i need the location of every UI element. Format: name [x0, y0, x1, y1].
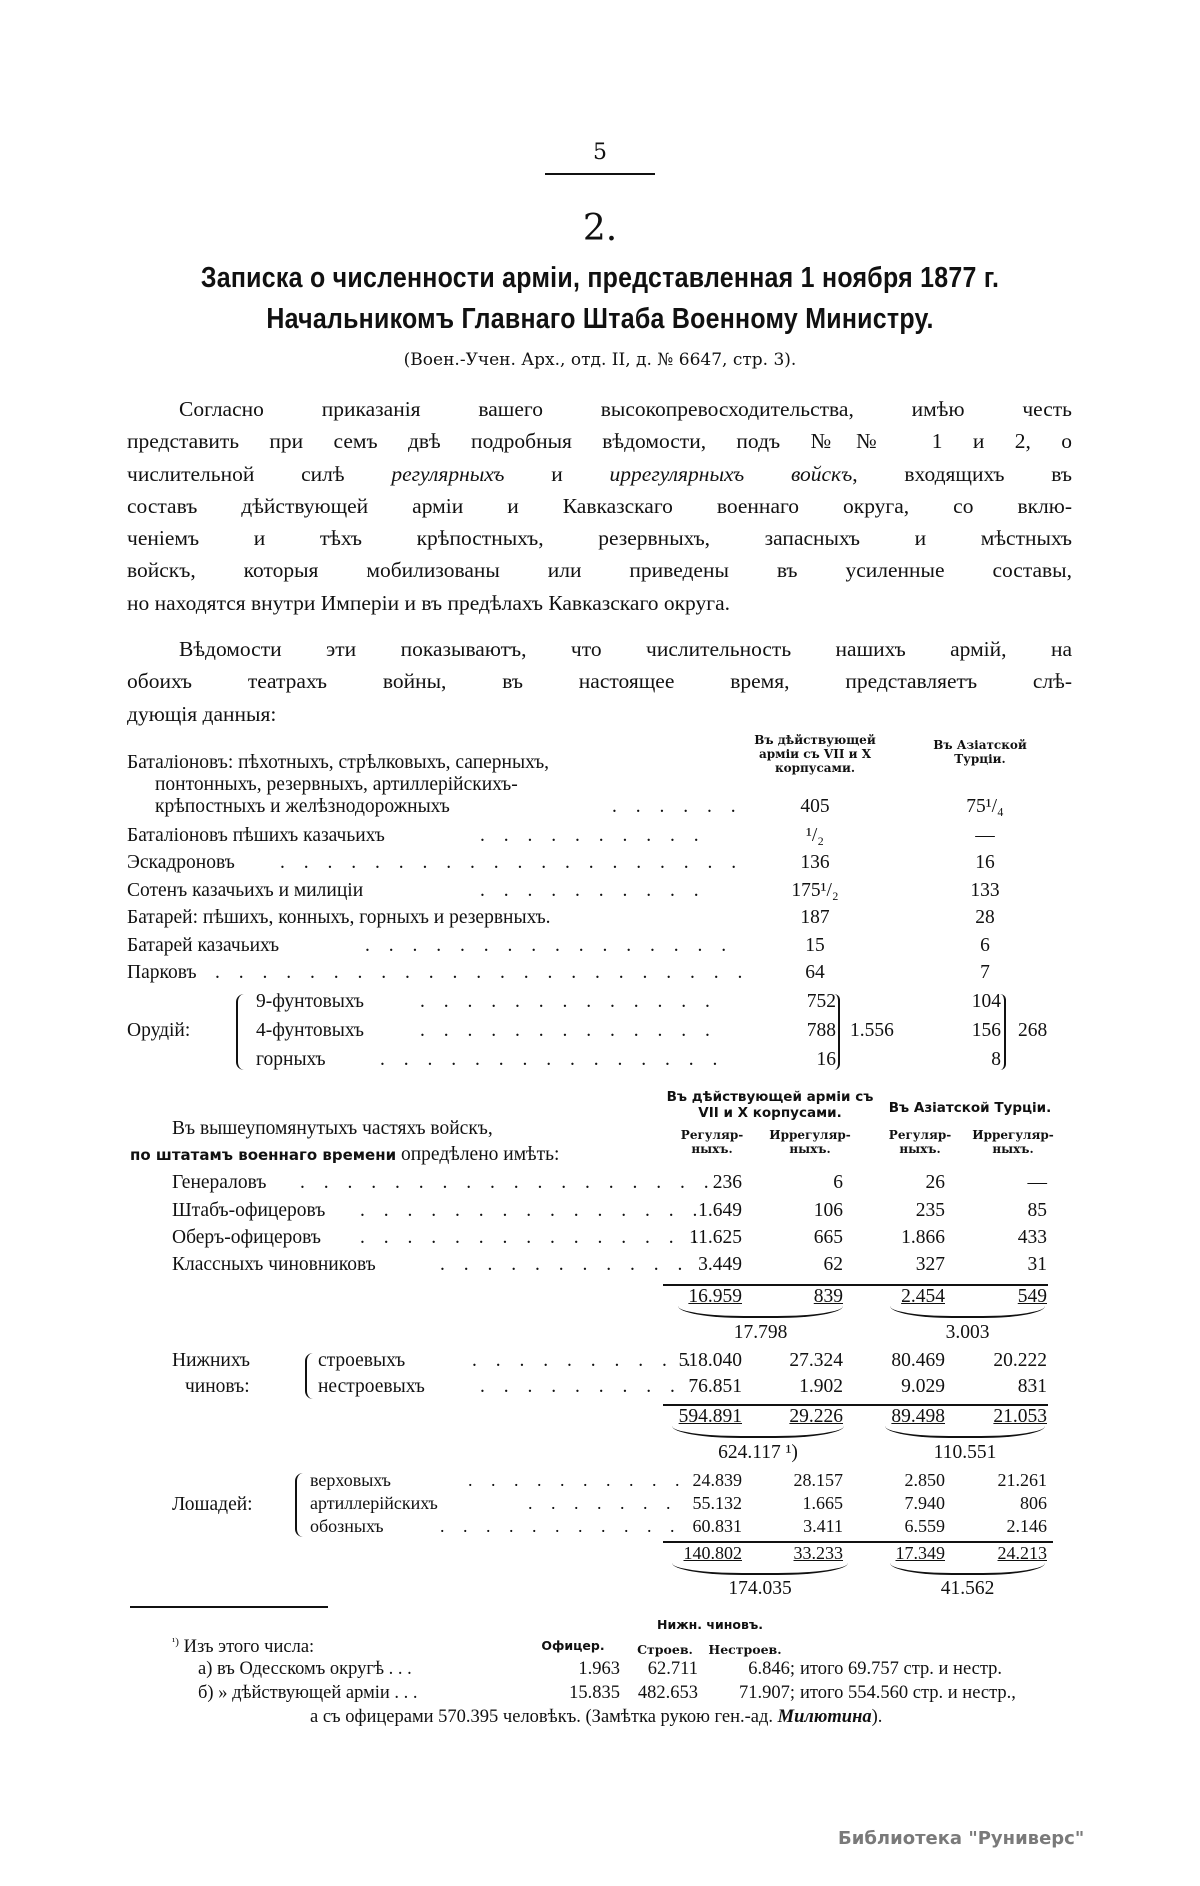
horses-total-army: 174.035	[728, 1578, 792, 1599]
left-brace	[305, 1353, 313, 1399]
underbrace	[890, 1563, 1045, 1575]
leader-dots: . . . . . . . . . . . . . . .	[360, 1200, 705, 1221]
table1-cell: 405	[800, 796, 830, 817]
guns-label: Орудій:	[127, 1020, 191, 1041]
officers-total-asia: 3.003	[945, 1322, 990, 1343]
leader-dots: . . . . . . . . . . . . . . . .	[365, 935, 734, 956]
p1-line-2: представить при семъ двѣ подробныя вѣдомости, подъ №№ 1 и 2, о	[127, 429, 1072, 454]
p1-line-3: числительной силѣ регулярныхъ и иррегулярныхъ войскъ, входящихъ въ	[127, 461, 1073, 486]
header-rule	[545, 173, 655, 175]
footnote-col-group: Нижн. чиновъ.	[656, 1617, 763, 1632]
library-watermark: Библиотека "Руниверс"	[838, 1828, 1085, 1849]
table2-sub-header: Регуляр-ныхъ.	[680, 1128, 744, 1156]
leader-dots: . . . . . . . . . . . . . . .	[360, 1227, 705, 1248]
p1-line-6: войскъ, которыя мобилизованы или приведены въ усиленные составы,	[127, 558, 1072, 583]
document-number: 2.	[582, 208, 618, 249]
leader-dots: . . . . . . . . . . .	[440, 1254, 690, 1275]
source-reference: (Воен.-Учен. Арх., отд. II, д. № 6647, стр. 3).	[403, 350, 797, 370]
underbrace	[678, 1306, 843, 1318]
leader-dots: . . . . . . . . . .	[480, 825, 706, 846]
horses-total-asia: 41.562	[940, 1578, 995, 1599]
lower-ranks-total-army: 624.117 ¹)	[718, 1442, 798, 1463]
table2-intro-1: Въ вышеупомянутыхъ частяхъ войскъ,	[172, 1118, 493, 1139]
left-brace	[295, 1473, 305, 1537]
leader-dots: . . . . . . . . . . . . .	[420, 991, 717, 1012]
leader-dots: . . . . . . . . . . . . .	[420, 1020, 717, 1041]
paragraph-1	[127, 393, 1072, 619]
footnote-col-officers: Офицер.	[541, 1638, 605, 1653]
title-line-1: Записка о численности арміи, представленная 1 ноября 1877 г.	[200, 262, 1000, 294]
leader-dots: . . . . . . . . . . . . . . . . . . . .	[280, 852, 744, 873]
table2-sub-header: Регуляр-ныхъ.	[888, 1128, 952, 1156]
table2-intro-2: по штатамъ военнаго времени опредѣлено имѣть:	[130, 1144, 560, 1165]
leader-dots: . . . . . .	[612, 796, 743, 817]
leader-dots: . . . . . . . . . . . . . . . . . .	[300, 1172, 716, 1193]
p2-line-2: обоихъ театрахъ войны, въ настоящее время, представляетъ слѣ-	[127, 669, 1072, 694]
footnote-intro: Изъ этого числа:	[183, 1637, 315, 1658]
table2-sub-header: Иррегуляр-ныхъ.	[972, 1128, 1054, 1156]
footnote-marker: ¹)	[172, 1636, 179, 1648]
leader-dots: . . . . . . . . .	[480, 1376, 682, 1397]
table1-row-label: Баталіоновъ: пѣхотныхъ, стрѣлковыхъ, саперныхъ,	[127, 752, 550, 773]
p1-line-1: Согласно приказанія вашего высокопревосходительства, имѣю честь	[179, 397, 1072, 421]
table1-cell: 75¹/₄	[966, 796, 1004, 817]
table1-header-army: Въ дѣйствующей арміи съ VII и X корпусами.	[754, 733, 876, 775]
leader-dots: . . . . . . . . . .	[472, 1350, 698, 1371]
italic-irregular: иррегулярныхъ войскъ	[609, 461, 853, 486]
footnote-row-label: б) » дѣйствующей арміи . . .	[198, 1683, 418, 1703]
lower-ranks-total-asia: 110.551	[933, 1442, 997, 1463]
title-line-2: Начальникомъ Главнаго Штаба Военному Министру.	[266, 303, 934, 335]
table2-group-asia: Въ Азіатской Турціи.	[888, 1100, 1052, 1116]
page-number: 5	[593, 140, 607, 165]
p1-line-5: ченіемъ и тѣхъ крѣпостныхъ, резервныхъ, запасныхъ и мѣстныхъ	[127, 526, 1072, 551]
paragraph-2	[127, 633, 1072, 730]
leader-dots: . . . . . . .	[528, 1493, 678, 1513]
guns-asia-total: 268	[1018, 1020, 1048, 1041]
p2-line-1: Вѣдомости эти показываютъ, что числительность нашихъ армій, на	[179, 637, 1072, 661]
leader-dots: . . . . . . . . . . .	[440, 1516, 682, 1536]
leader-dots: . . . . . . . . . . . . . . .	[380, 1049, 725, 1070]
p2-line-3: дующія данныя:	[127, 701, 277, 726]
table2-group-army: Въ дѣйствующей арміи съ VII и X корпусами.	[666, 1089, 874, 1121]
underbrace	[885, 1426, 1045, 1438]
officers-total-army: 17.798	[733, 1322, 788, 1343]
p1-line-4: составъ дѣйствующей арміи и Кавказскаго военнаго округа, со вклю-	[127, 493, 1072, 518]
italic-regular: регулярныхъ	[391, 461, 505, 486]
underbrace	[672, 1426, 844, 1438]
underbrace	[890, 1306, 1045, 1318]
author-name: Милютина	[777, 1707, 872, 1727]
underbrace	[672, 1563, 848, 1575]
guns-army-total: 1.556	[850, 1020, 894, 1041]
left-brace	[236, 994, 246, 1070]
right-brace	[996, 994, 1006, 1070]
leader-dots: . . . . . . . . . .	[468, 1470, 687, 1490]
footnote-closing: а съ офицерами 570.395 человѣкъ. (Замѣтка рукою ген.-ад. Милютина).	[310, 1707, 883, 1727]
footnote-rule	[130, 1606, 328, 1608]
footnote-col-noncombat: Нестроев.	[708, 1642, 782, 1657]
footnote-col-combat: Строев.	[637, 1642, 693, 1657]
leader-dots: . . . . . . . . . . . . . . . . . . . . . . .	[215, 962, 750, 983]
table2-sub-header: Иррегуляр-ныхъ.	[769, 1128, 851, 1156]
table1-header-asia: Въ Азіатской Турціи.	[933, 738, 1027, 766]
leader-dots: . . . . . . . . . .	[480, 880, 706, 901]
right-brace	[830, 994, 840, 1070]
footnote-row-label: а) въ Одесскомъ округѣ . . .	[198, 1659, 412, 1679]
p1-line-7: но находятся внутри Имперіи и въ предѣлахъ Кавказскаго округа.	[127, 590, 730, 615]
